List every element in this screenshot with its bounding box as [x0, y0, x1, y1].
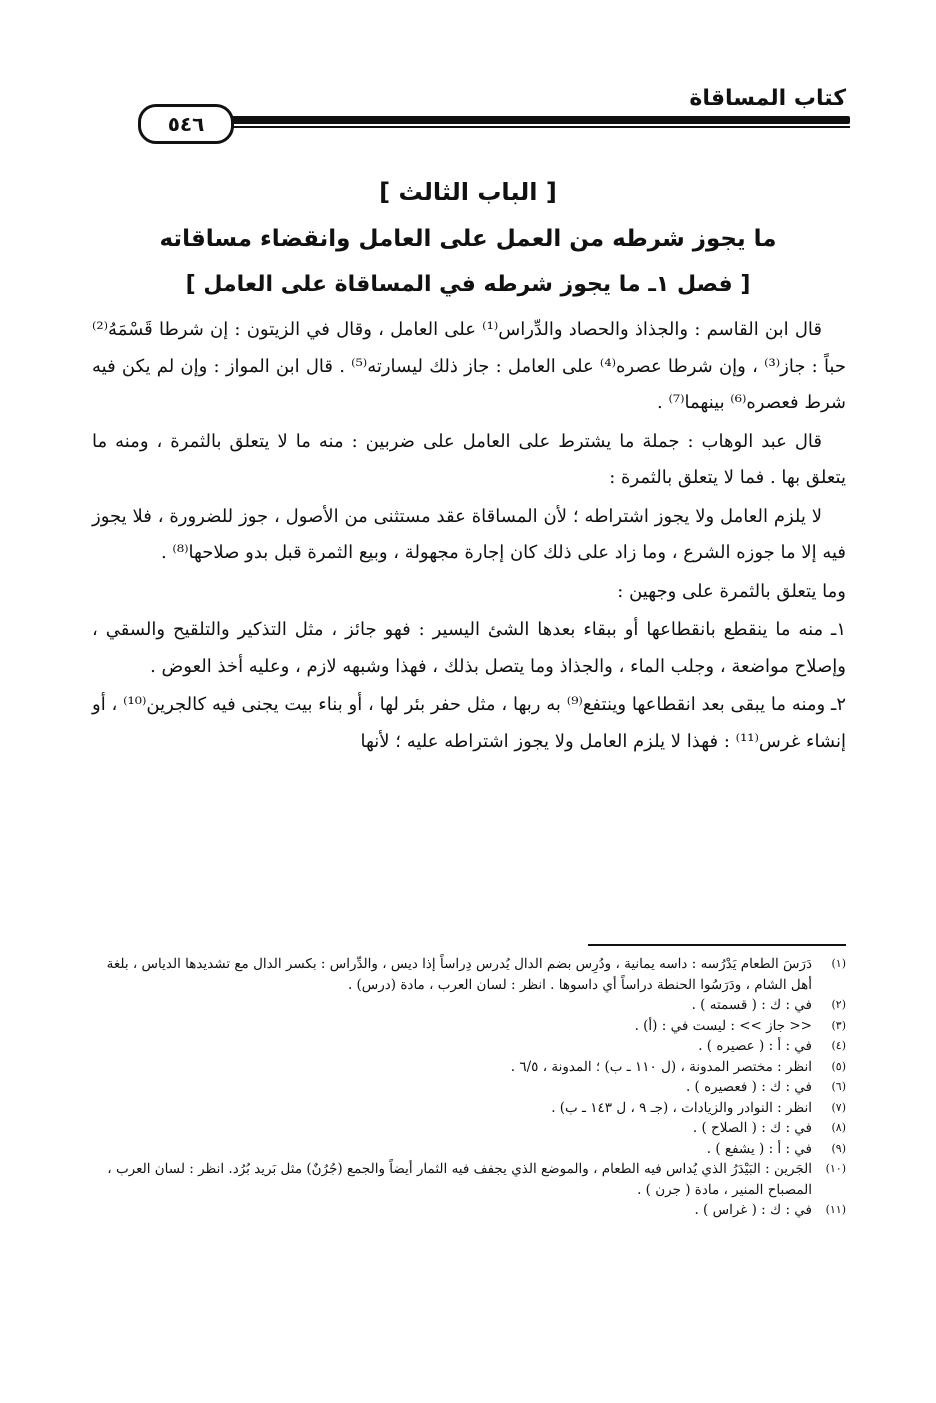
book-title: كتاب المساقاة	[689, 86, 846, 111]
footnote-number: (٧)	[831, 1100, 846, 1114]
footnote-number: (١١)	[825, 1203, 846, 1216]
paragraph: وما يتعلق بالثمرة على وجهين :	[617, 580, 846, 602]
paragraph: قال عبد الوهاب : جملة ما يشترط على العامل على ضربين : منه ما لا يتعلق بالثمرة ، ومنه ما يتعلق بها . فما لا يتعلق بالثمرة :	[92, 430, 846, 488]
footnote	[100, 1057, 846, 1078]
footnote-number: (٣)	[831, 1018, 846, 1032]
footnote-text: انظر : مختصر المدونة ، (ل ١١٠ ـ ب) ؛ المدونة ، ٦/٥ .	[510, 1058, 812, 1075]
header-rule	[226, 116, 850, 124]
footnote-rule	[588, 944, 846, 946]
footnote-text: في : ك : ( قسمته ) .	[691, 997, 812, 1013]
footnote-text: الجَرين : البَيْدَرُ الذي يُداس فيه الطعام ، والموضع الذي يجفف فيه الثمار أيضاً والجمع (جُرُنٌ) مثل بَريد بُرُد. انظر : لسان العرب ، المصباح المنير ، مادة ( جرن ) .	[107, 1161, 812, 1198]
footnote-text: في : ك : ( غراس ) .	[694, 1202, 812, 1218]
footnote-text: في : ك : ( الصلاح ) .	[692, 1120, 812, 1136]
footnote	[100, 1098, 846, 1119]
footnote-number: (٦)	[831, 1080, 846, 1093]
footnote-number: (١٠)	[825, 1162, 846, 1175]
footnote	[100, 954, 846, 995]
paragraph: لا يلزم العامل ولا يجوز اشتراطه ؛ لأن المساقاة عقد مستثنى من الأصول ، جوز للضرورة ، فلا يجوز فيه إلا ما جوزه الشرع ، وما زاد على ذلك كان إجارة مجهولة ، وبيع الثمرة قبل بدو صلاحها⁽⁸⁾ .	[92, 505, 846, 563]
body-text	[92, 312, 846, 762]
footnote	[100, 1036, 846, 1057]
footnote-number: (٤)	[831, 1039, 846, 1052]
footnote	[100, 1077, 846, 1098]
footnote-text: انظر : النوادر والزيادات ، (جـ ٩ ، ل ١٤٣ ـ ب) .	[551, 1099, 812, 1116]
footnote-text: << جاز >> : ليست في : (أ) .	[634, 1017, 812, 1034]
paragraph: قال ابن القاسم : والجذاذ والحصاد والدِّراس⁽¹⁾ على العامل ، وقال في الزيتون : إن شرطا قَسْمَهُ⁽²⁾ حباً : جاز⁽³⁾ ، وإن شرطا عصره⁽⁴⁾ على العامل : جاز ذلك ليسارته⁽⁵⁾ . قال ابن المواز : وإن لم يكن فيه شرط فعصره⁽⁶⁾ بينهما⁽⁷⁾ .	[92, 319, 846, 413]
footnote-text: في : أ : ( عصيره ) .	[698, 1038, 812, 1054]
footnote-number: (١)	[831, 957, 846, 970]
page-number: ٥٤٦	[138, 104, 234, 144]
footnote-number: (٢)	[831, 998, 846, 1011]
chapter-title: [ الباب الثالث ]	[379, 178, 557, 206]
footnote-number: (٩)	[831, 1141, 846, 1155]
paragraph: ٢ـ ومنه ما يبقى بعد انقطاعها وينتفع⁽⁹⁾ به ربها ، مثل حفر بئر لها ، أو بناء بيت يجنى فيه كالجرين⁽¹⁰⁾ ، أو إنشاء غرس⁽¹¹⁾ : فهذا لا يلزم العامل ولا يجوز اشتراطه عليه ؛ لأنها	[92, 694, 846, 752]
footnotes	[100, 954, 846, 1221]
footnote-text: في : أ : ( يشفع ) .	[706, 1140, 812, 1157]
section-title: [ فصل ١ـ ما يجوز شرطه في المساقاة على العامل ]	[185, 272, 751, 297]
footnote	[100, 1159, 846, 1200]
footnote	[100, 995, 846, 1016]
footnote	[100, 1016, 846, 1037]
footnote-number: (٨)	[831, 1121, 846, 1134]
header-rule-thin	[140, 126, 850, 128]
footnote-number: (٥)	[831, 1059, 846, 1073]
footnote-text: دَرَسَ الطعام يَدْرُسه : داسه يمانية ، ودُرِس بضم الدال يُدرس دِراساً إذا ديس ، والدِّراس : بكسر الدال مع تشديدها الدياس ، بلغة أهل الشام ، ودَرَسُوا الحنطة دراساً أي داسوها . انظر : لسان العرب ، مادة (درس) .	[106, 956, 812, 993]
footnote	[100, 1139, 846, 1160]
footnote	[100, 1118, 846, 1139]
footnote	[100, 1200, 846, 1221]
footnote-text: في : ك : ( فعصيره ) .	[685, 1079, 812, 1095]
paragraph: ١ـ منه ما ينقطع بانقطاعها أو ببقاء بعدها الشئ اليسير : فهو جائز ، مثل التذكير والتلقيح والسقي ، وإصلاح مواضعة ، وجلب الماء ، والجذاذ وما يتصل بذلك ، فهذا وشبهه لازم ، وعليه أخذ العوض .	[92, 619, 846, 677]
chapter-subtitle: ما يجوز شرطه من العمل على العامل وانقضاء مساقاته	[159, 226, 777, 252]
